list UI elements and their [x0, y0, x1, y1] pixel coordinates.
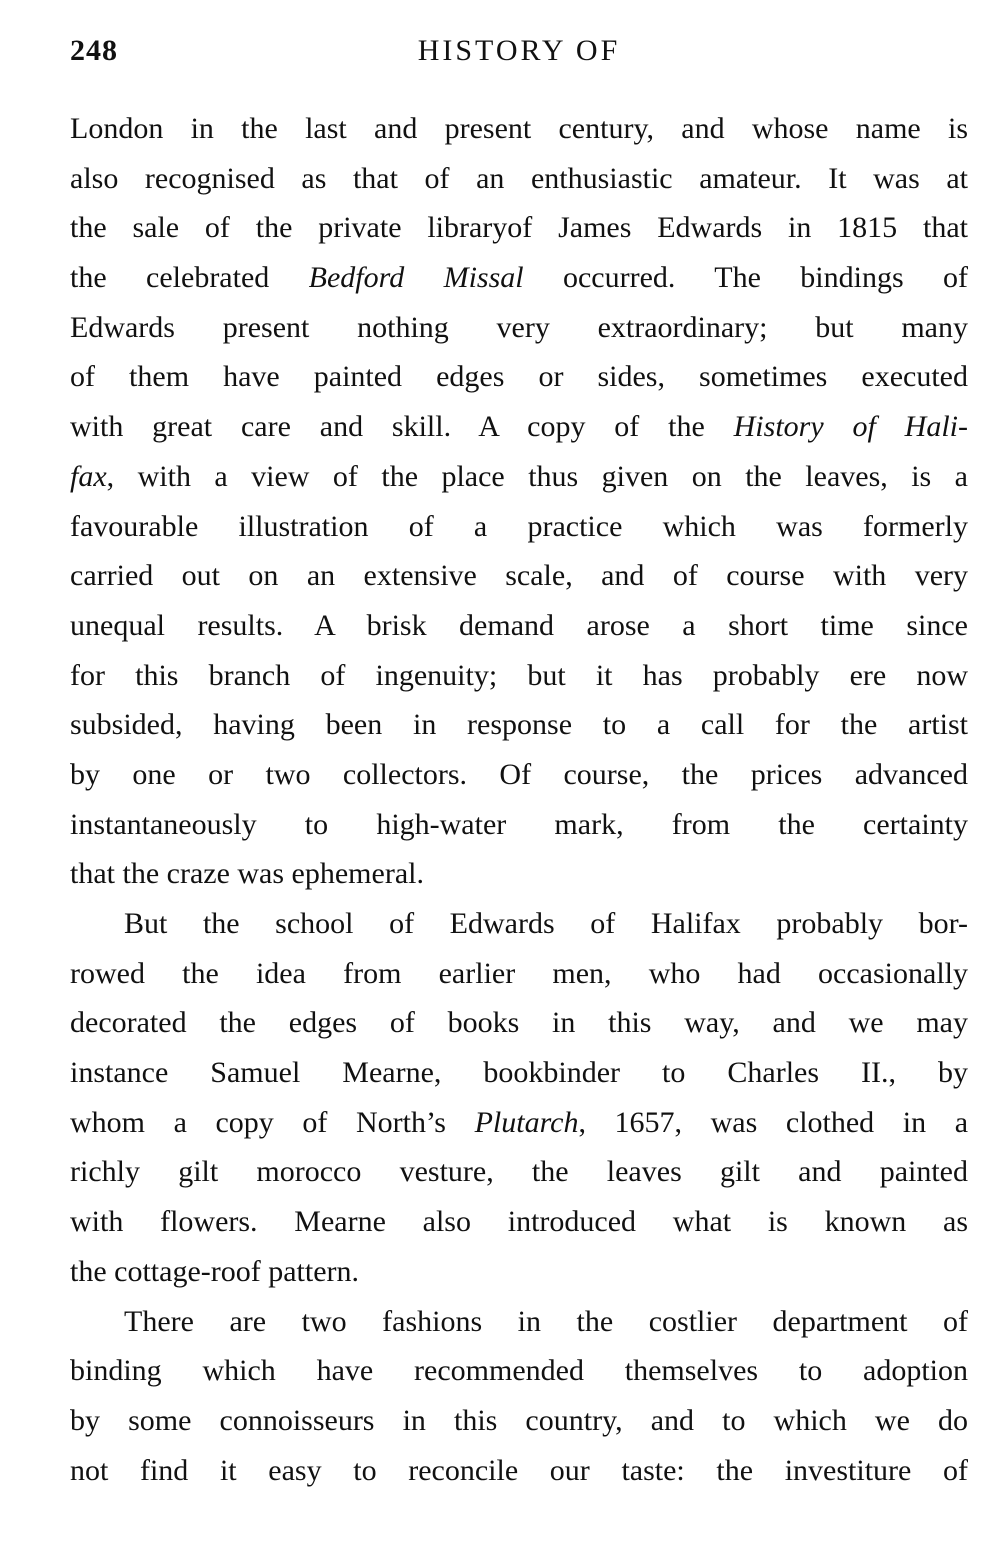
text-segment: London in the last and present century, and whose name is [70, 112, 968, 145]
paragraph-first-line [70, 1297, 968, 1347]
text-line [70, 154, 968, 204]
text-line [70, 800, 968, 850]
text-segment: , 1657, was clothed in a [578, 1105, 969, 1139]
text-segment: whom a copy of North’s [70, 1105, 475, 1139]
text-segment: also recognised as that of an enthusiastic amateur. It was at [70, 161, 968, 195]
page-header [70, 34, 968, 78]
text-line [70, 203, 968, 253]
text-segment: with flowers. Mearne also introduced what is known as [70, 1205, 968, 1239]
running-head: HISTORY OF [417, 34, 621, 67]
text-segment: rowed the idea from earlier men, who had occasionally [70, 956, 968, 990]
text-line [70, 502, 968, 552]
text-segment: carried out on an extensive scale, and of course with very [70, 559, 968, 593]
text-line [70, 303, 968, 353]
text-line [70, 998, 968, 1048]
text-line [70, 1197, 968, 1247]
text-line [70, 253, 968, 303]
text-segment: for this branch of ingenuity; but it has probably ere now [70, 658, 968, 692]
text-segment: the sale of the private libraryof James Edwards in 1815 that [70, 211, 968, 245]
text-line [70, 1446, 968, 1496]
text-line [70, 551, 968, 601]
text-segment: with great care and skill. A copy of the [70, 410, 734, 444]
text-segment: subsided, having been in response to a call for the artist [70, 708, 968, 742]
text-segment: Edwards present nothing very extraordinary; but many [70, 310, 968, 344]
text-line [70, 700, 968, 750]
text-segment: But the school of Edwards of Halifax probably bor- [124, 907, 968, 940]
text-segment: the cottage-roof pattern. [70, 1254, 360, 1288]
text-segment: instantaneously to high-water mark, from the certainty [70, 807, 968, 841]
text-line [70, 949, 968, 999]
text-segment: by some connoisseurs in this country, and to which we do [70, 1403, 968, 1437]
text-line [70, 601, 968, 651]
text-line [70, 104, 968, 154]
text-segment: unequal results. A brisk demand arose a short time since [70, 608, 968, 642]
text-segment: that the craze was ephemeral. [70, 857, 424, 891]
text-line [70, 1247, 968, 1297]
text-line [70, 750, 968, 800]
text-segment: instance Samuel Mearne, bookbinder to Charles II., by [70, 1056, 968, 1090]
text-line [70, 1346, 968, 1396]
paragraph-first-line [70, 899, 968, 949]
text-segment: favourable illustration of a practice which was formerly [70, 509, 968, 543]
italic-title: Plutarch [474, 1105, 579, 1139]
text-segment: binding which have recommended themselves to adoption [70, 1354, 968, 1388]
text-segment: There are two fashions in the costlier department of [124, 1304, 968, 1338]
page-number: 248 [70, 34, 118, 67]
text-line [70, 849, 968, 899]
italic-title: History of Hali- [733, 410, 968, 444]
text-line [70, 1147, 968, 1197]
text-line [70, 651, 968, 701]
text-line [70, 402, 968, 452]
body-text [70, 104, 968, 1495]
text-segment: the celebrated [70, 261, 309, 295]
text-line [70, 1098, 968, 1148]
text-line [70, 352, 968, 402]
text-segment: richly gilt morocco vesture, the leaves gilt and painted [70, 1155, 968, 1189]
text-segment: , with a view of the place thus given on the leaves, is a [106, 459, 968, 493]
text-segment: not find it easy to reconcile our taste: the investiture of [70, 1453, 968, 1487]
text-segment: of them have painted edges or sides, sometimes executed [70, 360, 968, 394]
text-segment: occurred. The bindings of [523, 261, 968, 295]
text-segment: by one or two collectors. Of course, the prices advanced [70, 757, 968, 791]
italic-title: Bedford Missal [308, 261, 524, 295]
italic-title: fax [70, 459, 107, 493]
text-segment: decorated the edges of books in this way, and we may [70, 1006, 968, 1040]
text-line [70, 452, 968, 502]
text-line [70, 1396, 968, 1446]
text-line [70, 1048, 968, 1098]
